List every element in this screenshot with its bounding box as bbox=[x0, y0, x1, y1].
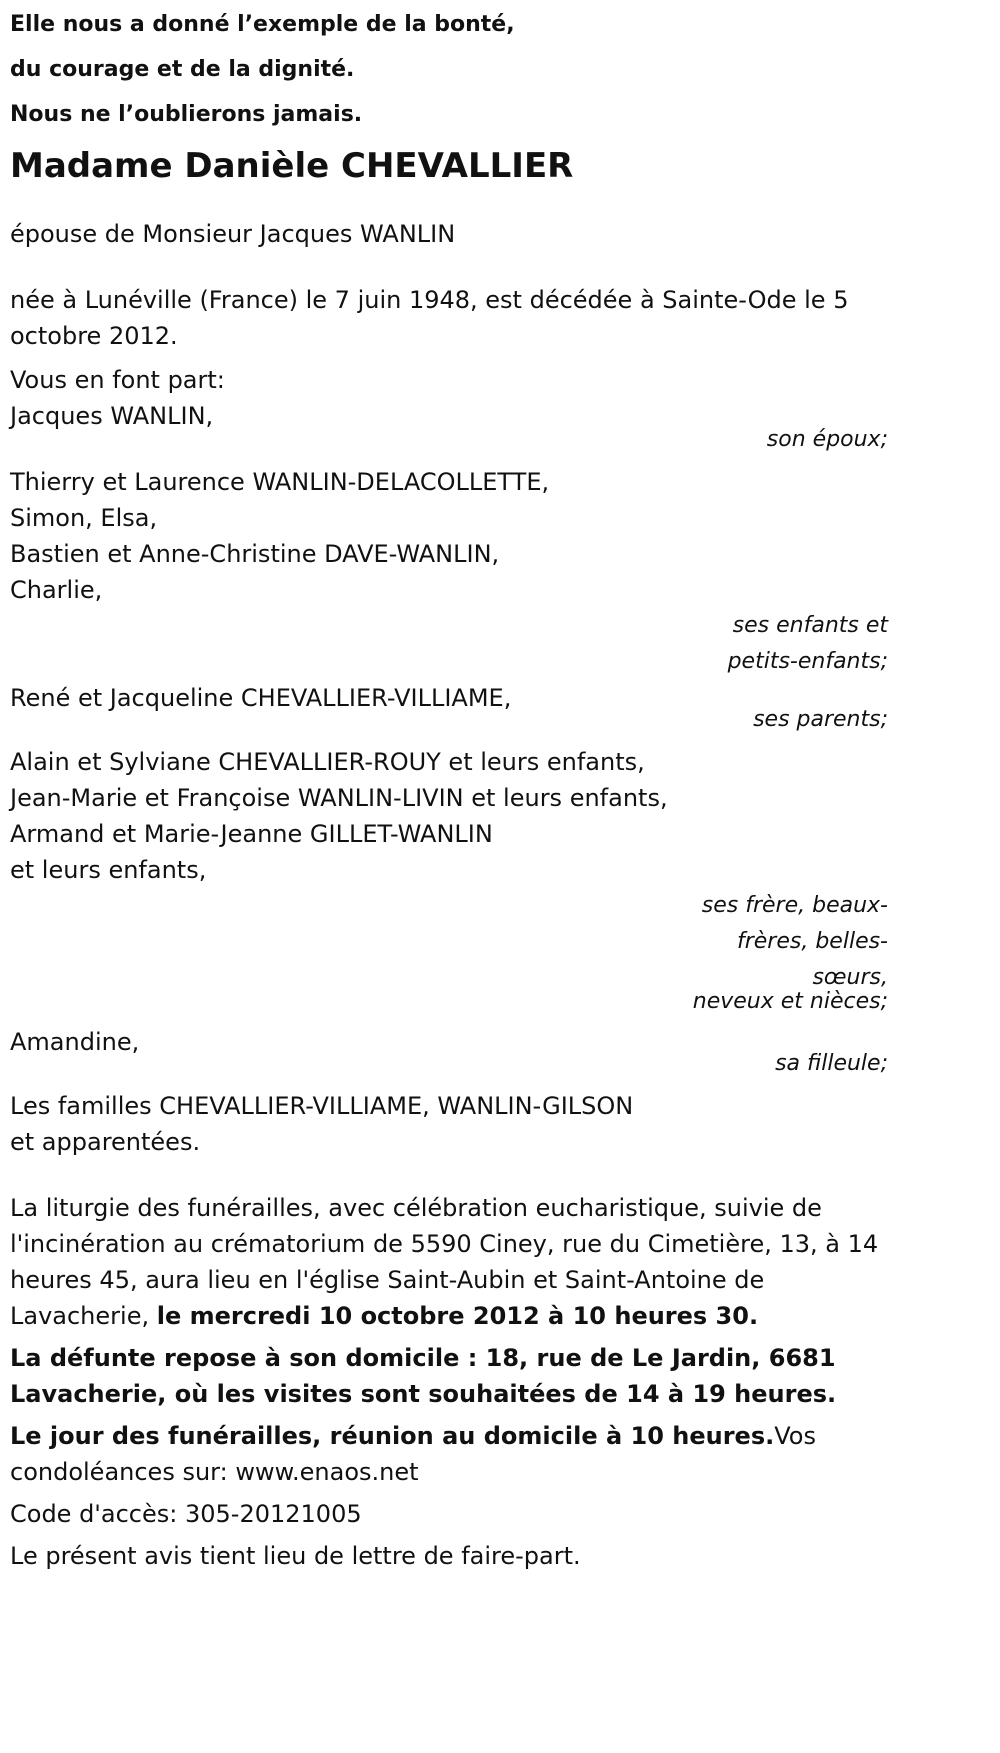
related-families bbox=[10, 1088, 888, 1160]
obituary-content bbox=[10, 0, 888, 1574]
family-group-parents bbox=[10, 680, 888, 738]
family-relation: son époux; bbox=[766, 427, 888, 452]
family-name: René et Jacqueline CHEVALLIER-VILLIAME, bbox=[10, 684, 512, 712]
family-name: Alain et Sylviane CHEVALLIER-ROUY et leurs enfants, bbox=[10, 748, 645, 776]
liturgy-text: La liturgie des funérailles, avec célébration eucharistique, suivie de l'incinération au crématorium de 5590 Ciney, rue du Cimetière, 13, à 14 heures 45, aura lieu en l'église Saint-Aubin et Saint-Antoine de Lavacherie, bbox=[10, 1194, 879, 1330]
access-code: Code d'accès: 305-20121005 bbox=[10, 1500, 362, 1528]
family-group-siblings bbox=[10, 744, 888, 1012]
memorial-quote bbox=[10, 8, 888, 132]
deceased-name: Madame Danièle CHEVALLIER bbox=[10, 146, 574, 186]
closing-note: Le présent avis tient lieu de lettre de faire-part. bbox=[10, 1542, 581, 1570]
announcers-intro: Vous en font part: bbox=[10, 366, 225, 394]
family-relation: sa filleule; bbox=[775, 1051, 888, 1076]
quote-line-1: Elle nous a donné l’exemple de la bonté, bbox=[10, 12, 515, 37]
family-name: Charlie, bbox=[10, 576, 103, 604]
family-relation: ses parents; bbox=[753, 707, 888, 732]
families-line-1: Les familles CHEVALLIER-VILLIAME, WANLIN-GILSON bbox=[10, 1092, 634, 1120]
family-relation: ses frère, beaux-frères, belles-sœurs, bbox=[701, 893, 888, 990]
family-group-goddaughter bbox=[10, 1024, 888, 1082]
repose-info: La défunte repose à son domicile : 18, rue de Le Jardin, 6681 Lavacherie, où les visites sont souhaitées de 14 à 19 heures. bbox=[10, 1344, 837, 1408]
family-name: et leurs enfants, bbox=[10, 856, 207, 884]
family-relation: ses enfants et petits-enfants; bbox=[727, 613, 888, 674]
quote-line-3: Nous ne l’oublierons jamais. bbox=[10, 102, 363, 127]
family-name: Amandine, bbox=[10, 1028, 140, 1056]
liturgy-info bbox=[10, 1190, 888, 1334]
quote-line-2: du courage et de la dignité. bbox=[10, 57, 355, 82]
family-relation-continued: neveux et nièces; bbox=[692, 989, 888, 1014]
family-name: Simon, Elsa, bbox=[10, 504, 158, 532]
meeting-condolences bbox=[10, 1418, 888, 1490]
liturgy-date: le mercredi 10 octobre 2012 à 10 heures 30. bbox=[156, 1302, 759, 1330]
meeting-text: Le jour des funérailles, réunion au domicile à 10 heures. bbox=[10, 1422, 775, 1450]
spouse-line: épouse de Monsieur Jacques WANLIN bbox=[10, 220, 456, 248]
family-group-children bbox=[10, 464, 888, 680]
families-line-2: et apparentées. bbox=[10, 1128, 201, 1156]
family-group-spouse bbox=[10, 398, 888, 458]
family-name: Jean-Marie et Françoise WANLIN-LIVIN et leurs enfants, bbox=[10, 784, 668, 812]
family-name: Bastien et Anne-Christine DAVE-WANLIN, bbox=[10, 540, 500, 568]
condolences-text: Vos condoléances sur: www.enaos.net bbox=[10, 1422, 816, 1486]
family-name: Jacques WANLIN, bbox=[10, 402, 214, 430]
family-name: Thierry et Laurence WANLIN-DELACOLLETTE, bbox=[10, 468, 550, 496]
family-name: Armand et Marie-Jeanne GILLET-WANLIN bbox=[10, 820, 493, 848]
birth-death-info: née à Lunéville (France) le 7 juin 1948, est décédée à Sainte-Ode le 5 octobre 2012. bbox=[10, 286, 849, 350]
